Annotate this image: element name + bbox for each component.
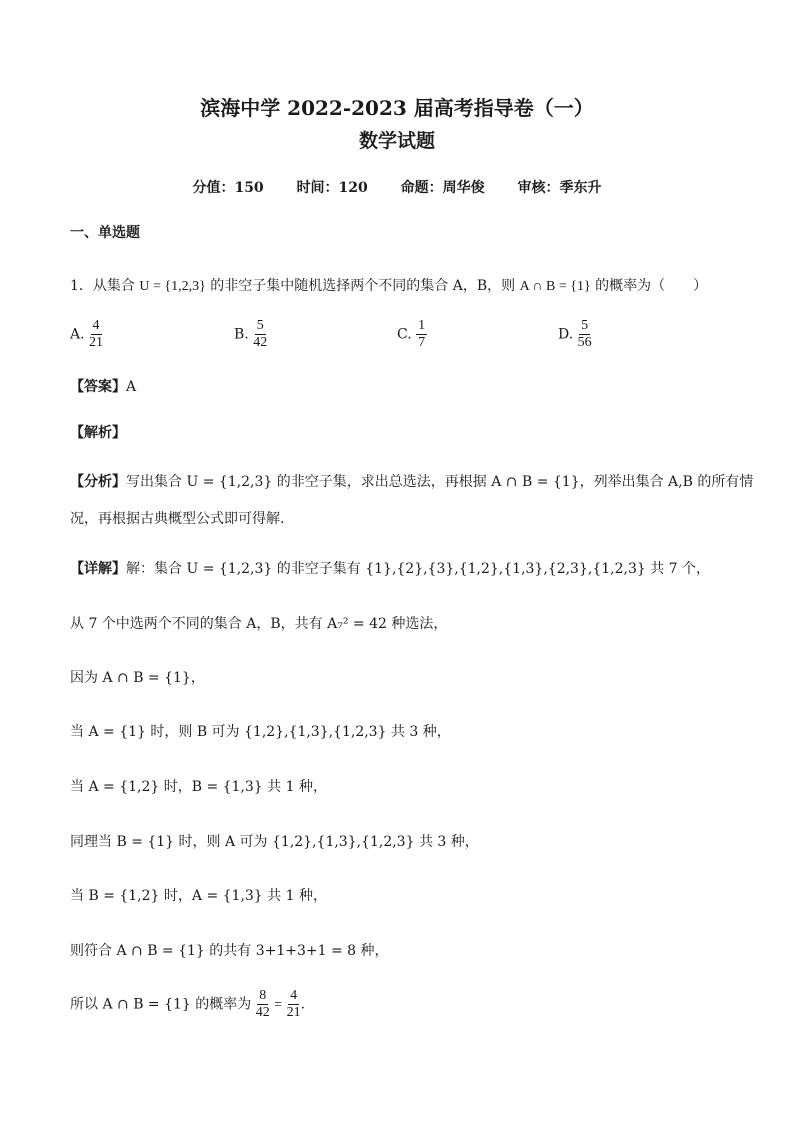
detail-line-7: 当 B = {1,2} 时，A = {1,3} 共 1 种，: [70, 888, 327, 904]
detail-line-9: 所以 A ∩ B = {1} 的概率为 $\frac{8}{42}$ = $\frac{4}{21}$ .: [70, 988, 306, 1020]
option-a-fraction: $\frac{4}{21}$: [89, 318, 104, 350]
option-d: D. $\frac{5}{56}$: [558, 318, 592, 350]
analysis-label: 【解析】: [70, 425, 126, 441]
document-subtitle: 数学试题: [358, 130, 435, 152]
option-d-fraction: $\frac{5}{56}$: [577, 318, 592, 350]
fenxi-line-2: 况，再根据古典概型公式即可得解.: [70, 511, 285, 527]
option-b-fraction: $\frac{5}{42}$: [253, 318, 268, 350]
author-info: 命题：周华俊: [400, 180, 485, 196]
option-b: B. $\frac{5}{42}$: [234, 318, 268, 350]
time-info: 时间：120: [296, 180, 368, 196]
detail-line-2: 从 7 个中选两个不同的集合 A，B，共有 A₇² = 42 种选法，: [70, 616, 448, 632]
reviewer-info: 审核：季东升: [517, 180, 602, 196]
fenxi-line-1: 【分析】写出集合 U = {1,2,3} 的非空子集，求出总选法，再根据 A ∩ B = {1}，列举出集合 A,B 的所有情: [70, 474, 754, 490]
detail-line-3: 因为 A ∩ B = {1}，: [70, 670, 205, 686]
detail-line-8: 则符合 A ∩ B = {1} 的共有 3+1+3+1 = 8 种，: [70, 943, 389, 959]
simplified-fraction: $\frac{4}{21}$: [286, 988, 301, 1020]
section-title: 一、单选题: [70, 225, 140, 241]
exam-meta: [0, 177, 794, 197]
score-info: 分值：150: [192, 180, 264, 196]
detail-line-4: 当 A = {1} 时，则 B 可为 {1,2},{1,3},{1,2,3} 共 3 种，: [70, 724, 451, 740]
question-stem: 1．从集合 U = {1,2,3} 的非空子集中随机选择两个不同的集合 A，B，则 A ∩ B = {1} 的概率为（ ）: [70, 278, 708, 294]
answer-line: 【答案】A: [70, 379, 137, 395]
document-title: 滨海中学 2022-2023 届高考指导卷（一）: [200, 96, 594, 120]
option-a: A. $\frac{4}{21}$: [70, 318, 104, 350]
detail-line-1: 【详解】解：集合 U = {1,2,3} 的非空子集有 {1},{2},{3},{1,2},{1,3},{2,3},{1,2,3} 共 7 个，: [70, 561, 711, 577]
probability-fraction: $\frac{8}{42}$: [255, 988, 270, 1020]
detail-line-5: 当 A = {1,2} 时，B = {1,3} 共 1 种，: [70, 779, 327, 795]
detail-line-6: 同理当 B = {1} 时，则 A 可为 {1,2},{1,3},{1,2,3} 共 3 种，: [70, 834, 479, 850]
option-c-fraction: $\frac{1}{7}$: [418, 318, 426, 350]
option-c: C. $\frac{1}{7}$: [397, 318, 426, 350]
